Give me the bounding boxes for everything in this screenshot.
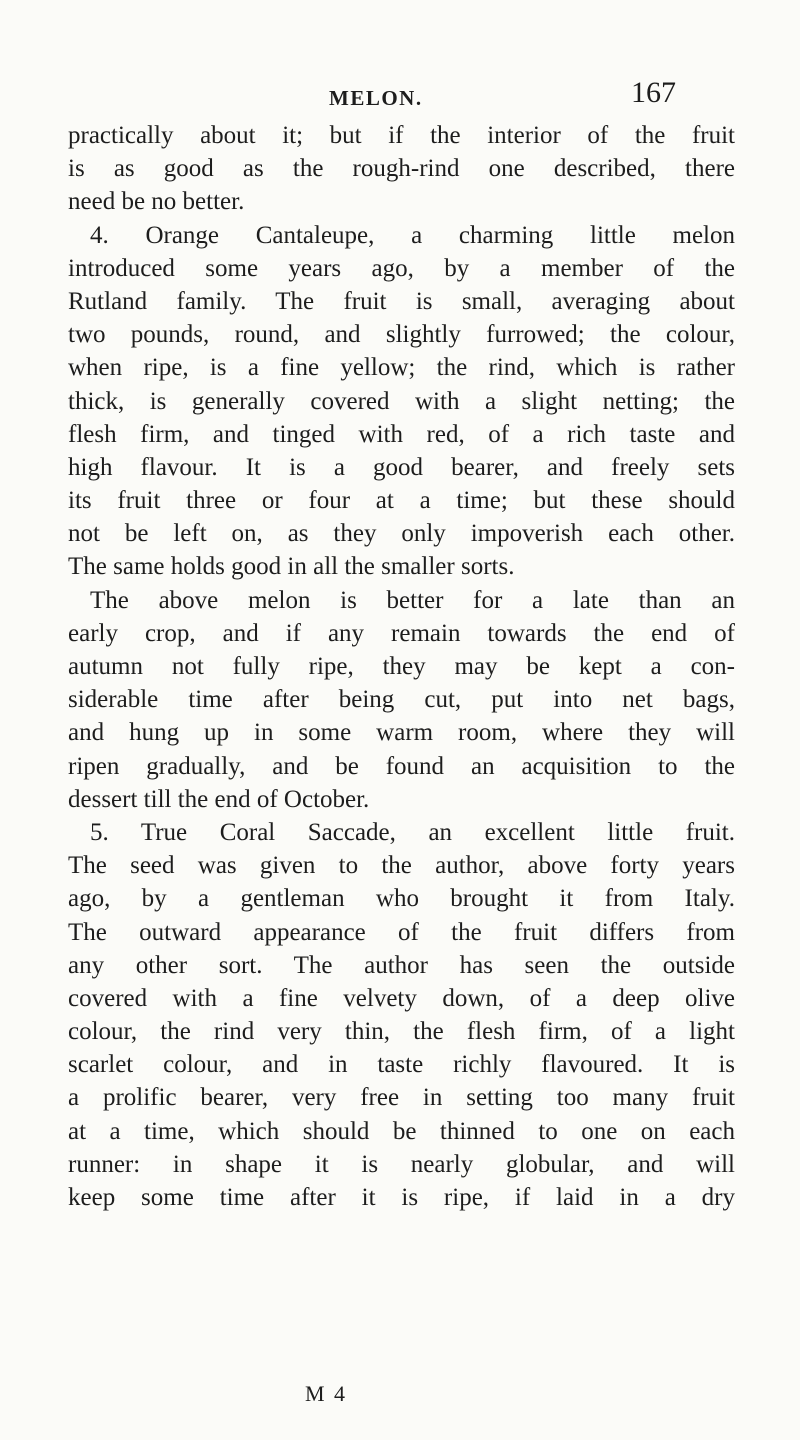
text-line: The same holds good in all the smaller sorts.	[68, 553, 515, 581]
body-text	[68, 119, 735, 1214]
text-line: dessert till the end of October.	[68, 785, 370, 813]
text-line: runner: in shape it is nearly globular, and will	[68, 1150, 735, 1178]
text-line: ago, by a gentleman who brought it from Italy.	[68, 885, 735, 913]
text-line: Rutland family. The fruit is small, averaging about	[68, 287, 735, 315]
text-line: The seed was given to the author, above forty years	[68, 852, 735, 880]
text-line: when ripe, is a fine yellow; the rind, which is rather	[68, 354, 735, 382]
running-head: MELON.	[329, 86, 423, 110]
text-line: siderable time after being cut, put into net bags,	[68, 686, 735, 714]
text-line: 4. Orange Cantaleupe, a charming little melon	[90, 221, 735, 249]
text-line: practically about it; but if the interior of the fruit	[68, 122, 735, 149]
text-line: two pounds, round, and slightly furrowed; the colour,	[68, 321, 735, 349]
text-line: The outward appearance of the fruit differs from	[68, 918, 735, 946]
signature-mark: M 4	[305, 1381, 348, 1406]
text-line: early crop, and if any remain towards the end of	[68, 619, 735, 647]
text-line: The above melon is better for a late than an	[90, 586, 735, 614]
text-line: scarlet colour, and in taste richly flavoured. It is	[68, 1051, 735, 1079]
text-line: at a time, which should be thinned to one on each	[68, 1117, 735, 1145]
text-line: any other sort. The author has seen the outside	[68, 951, 735, 979]
page-header	[0, 74, 800, 114]
text-line: its fruit three or four at a time; but these should	[68, 487, 735, 515]
text-line: ripen gradually, and be found an acquisition to the	[68, 752, 735, 780]
page-number: 167	[631, 76, 676, 109]
text-line: is as good as the rough-rind one described, there	[68, 155, 735, 183]
text-line: colour, the rind very thin, the flesh firm, of a light	[68, 1018, 735, 1046]
text-line: a prolific bearer, very free in setting too many fruit	[68, 1084, 735, 1112]
text-line: covered with a fine velvety down, of a deep olive	[68, 984, 735, 1012]
text-line: autumn not fully ripe, they may be kept a con-	[68, 653, 735, 680]
text-line: thick, is generally covered with a slight netting; the	[68, 387, 735, 415]
text-line: introduced some years ago, by a member of the	[68, 254, 735, 282]
text-line: and hung up in some warm room, where they will	[68, 719, 735, 747]
text-line: high flavour. It is a good bearer, and freely sets	[68, 453, 735, 481]
text-line: 5. True Coral Saccade, an excellent little fruit.	[90, 818, 735, 846]
text-line: flesh firm, and tinged with red, of a rich taste and	[68, 420, 735, 448]
text-line: need be no better.	[68, 188, 245, 216]
text-line: not be left on, as they only impoverish each other.	[68, 520, 735, 548]
text-line: keep some time after it is ripe, if laid in a dry	[68, 1184, 735, 1211]
